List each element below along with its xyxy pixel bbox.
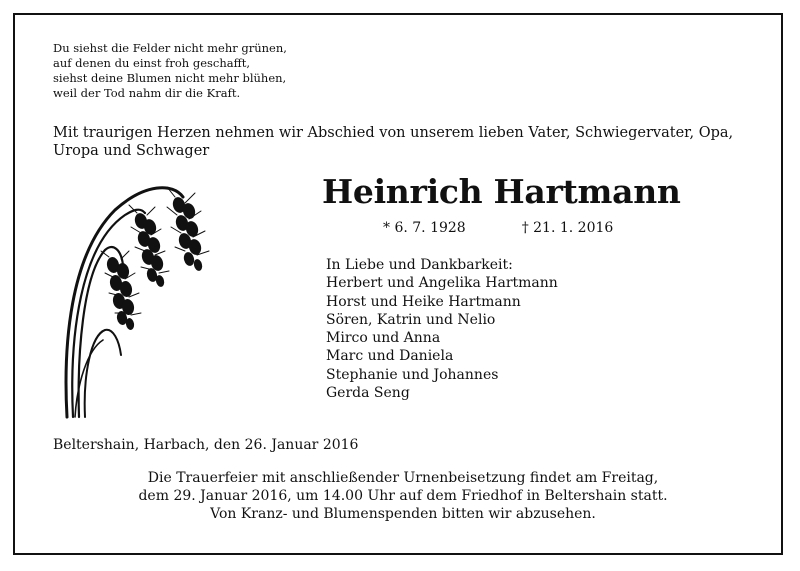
place-date: Beltershain, Harbach, den 26. Januar 2016 — [53, 437, 359, 453]
family-list — [326, 256, 558, 402]
death-date: † 21. 1. 2016 — [521, 220, 614, 236]
deceased-name: Heinrich Hartmann — [322, 172, 681, 211]
birth-date: * 6. 7. 1928 — [383, 220, 466, 236]
ceremony-line: Von Kranz- und Blumenspenden bitten wir abzusehen. — [210, 506, 596, 522]
ceremony-info — [53, 469, 753, 523]
poem-line: auf denen du einst froh geschafft, — [53, 56, 251, 70]
poem — [53, 41, 287, 101]
family-member: Herbert und Angelika Hartmann — [326, 275, 558, 292]
family-member: Mirco und Anna — [326, 330, 441, 347]
family-member: Sören, Katrin und Nelio — [326, 311, 496, 328]
poem-line: Du siehst die Felder nicht mehr grünen, — [53, 41, 287, 55]
ceremony-line: dem 29. Januar 2016, um 14.00 Uhr auf dem Friedhof in Beltershain statt. — [138, 488, 668, 504]
family-member: Horst und Heike Hartmann — [326, 293, 521, 310]
poem-line: siehst deine Blumen nicht mehr blühen, — [53, 71, 287, 85]
family-member: Marc und Daniela — [326, 348, 454, 365]
family-member: Stephanie und Johannes — [326, 366, 499, 383]
intro-text: Mit traurigen Herzen nehmen wir Abschied von unserem lieben Vater, Schwiegervater, Opa, Uropa und Schwager — [53, 125, 734, 159]
family-member: Gerda Seng — [326, 385, 410, 402]
life-dates — [383, 220, 613, 236]
ceremony-line: Die Trauerfeier mit anschließender Urnenbeisetzung findet am Freitag, — [147, 470, 659, 486]
family-heading: In Liebe und Dankbarkeit: — [326, 257, 513, 273]
poem-line: weil der Tod nahm dir die Kraft. — [53, 86, 241, 100]
wheat-ears-icon — [55, 185, 215, 420]
